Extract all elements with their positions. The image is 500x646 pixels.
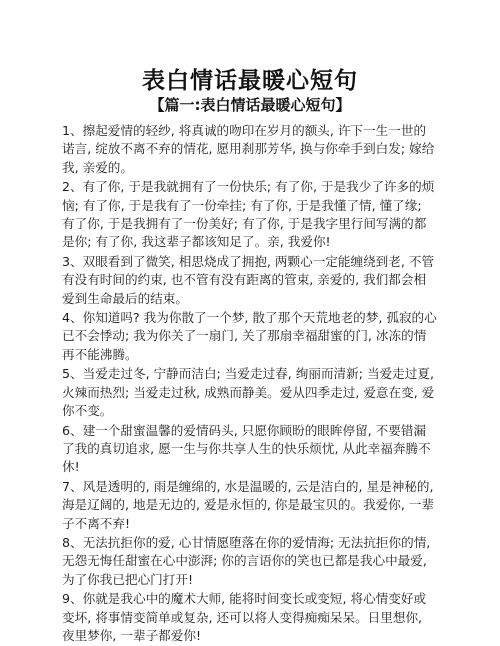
document-title: 表白情话最暖心短句 <box>142 68 358 94</box>
paragraph-3: 3、双眼看到了微笑, 相思烧成了拥抱, 两颗心一定能缠绕到老, 不管有没有时间的约束, 也不管有没有距离的管束, 亲爱的, 我们都会相爱到生命最后的结束。 <box>62 253 435 306</box>
paragraph-5: 5、当爱走过冬, 宁静而洁白; 当爱走过春, 绚丽而清新; 当爱走过夏, 火辣而热烈; 当爱走过秋, 成熟而静美。爱从四季走过, 爱意在变, 爱你不变。 <box>62 366 435 419</box>
paragraph-4: 4、你知道吗? 我为你散了一个梦, 散了那个天荒地老的梦, 孤寂的心已不会悸动; 我为你关了一扇门, 关了那扇幸福甜蜜的门, 冰冻的情再不能沸腾。 <box>62 310 437 362</box>
section-heading: 【篇一:表白情话最暖心短句】 <box>149 96 351 114</box>
paragraph-6: 6、建一个甜蜜温馨的爱情码头, 只愿你顾盼的眼眸停留, 不要错漏了我的真切追求, 愿一生与你共享人生的快乐烦忧, 从此幸福奔腾不休! <box>62 422 431 475</box>
paragraph-1: 1、擦起爱情的轻纱, 将真诚的吻印在岁月的额头, 许下一生一世的诺言, 绽放不离不弃的情花, 愿用刹那芳华, 换与你牵手到白发; 嫁给我, 亲爱的。 <box>62 123 435 175</box>
paragraph-9: 9、你就是我心中的魔术大师, 能将时间变长或变短, 将心情变好或变坏, 将事情变简单或复杂, 还可以将人变得痴痴呆呆。日里想你, 夜里梦你, 一辈子都爱你! <box>62 591 427 643</box>
paragraph-7: 7、风是透明的, 雨是缠绵的, 水是温暖的, 云是洁白的, 星是神秘的, 海是辽阔的, 地是无边的, 爱是永恒的, 你是最宝贝的。我爱你, 一辈子不离不弃! <box>62 478 435 531</box>
paragraph-8: 8、无法抗拒你的爱, 心甘情愿堕落在你的爱情海; 无法抗拒你的情, 无怨无悔任甜蜜在心中澎湃; 你的言语你的笑也已都是我心中最爱, 为了你我已把心门打开! <box>62 534 431 587</box>
article-body <box>62 122 438 646</box>
paragraph-2: 2、有了你, 于是我就拥有了一份快乐; 有了你, 于是我少了许多的烦恼; 有了你, 于是我有了一份牵挂; 有了你, 于是我懂了情, 懂了缘; 有了你, 于是我拥有了一份美好; 有了你, 于是我字里行间写满的都是你; 有了你, 我这辈子都该知足了。亲, 我爱你! <box>62 179 435 250</box>
